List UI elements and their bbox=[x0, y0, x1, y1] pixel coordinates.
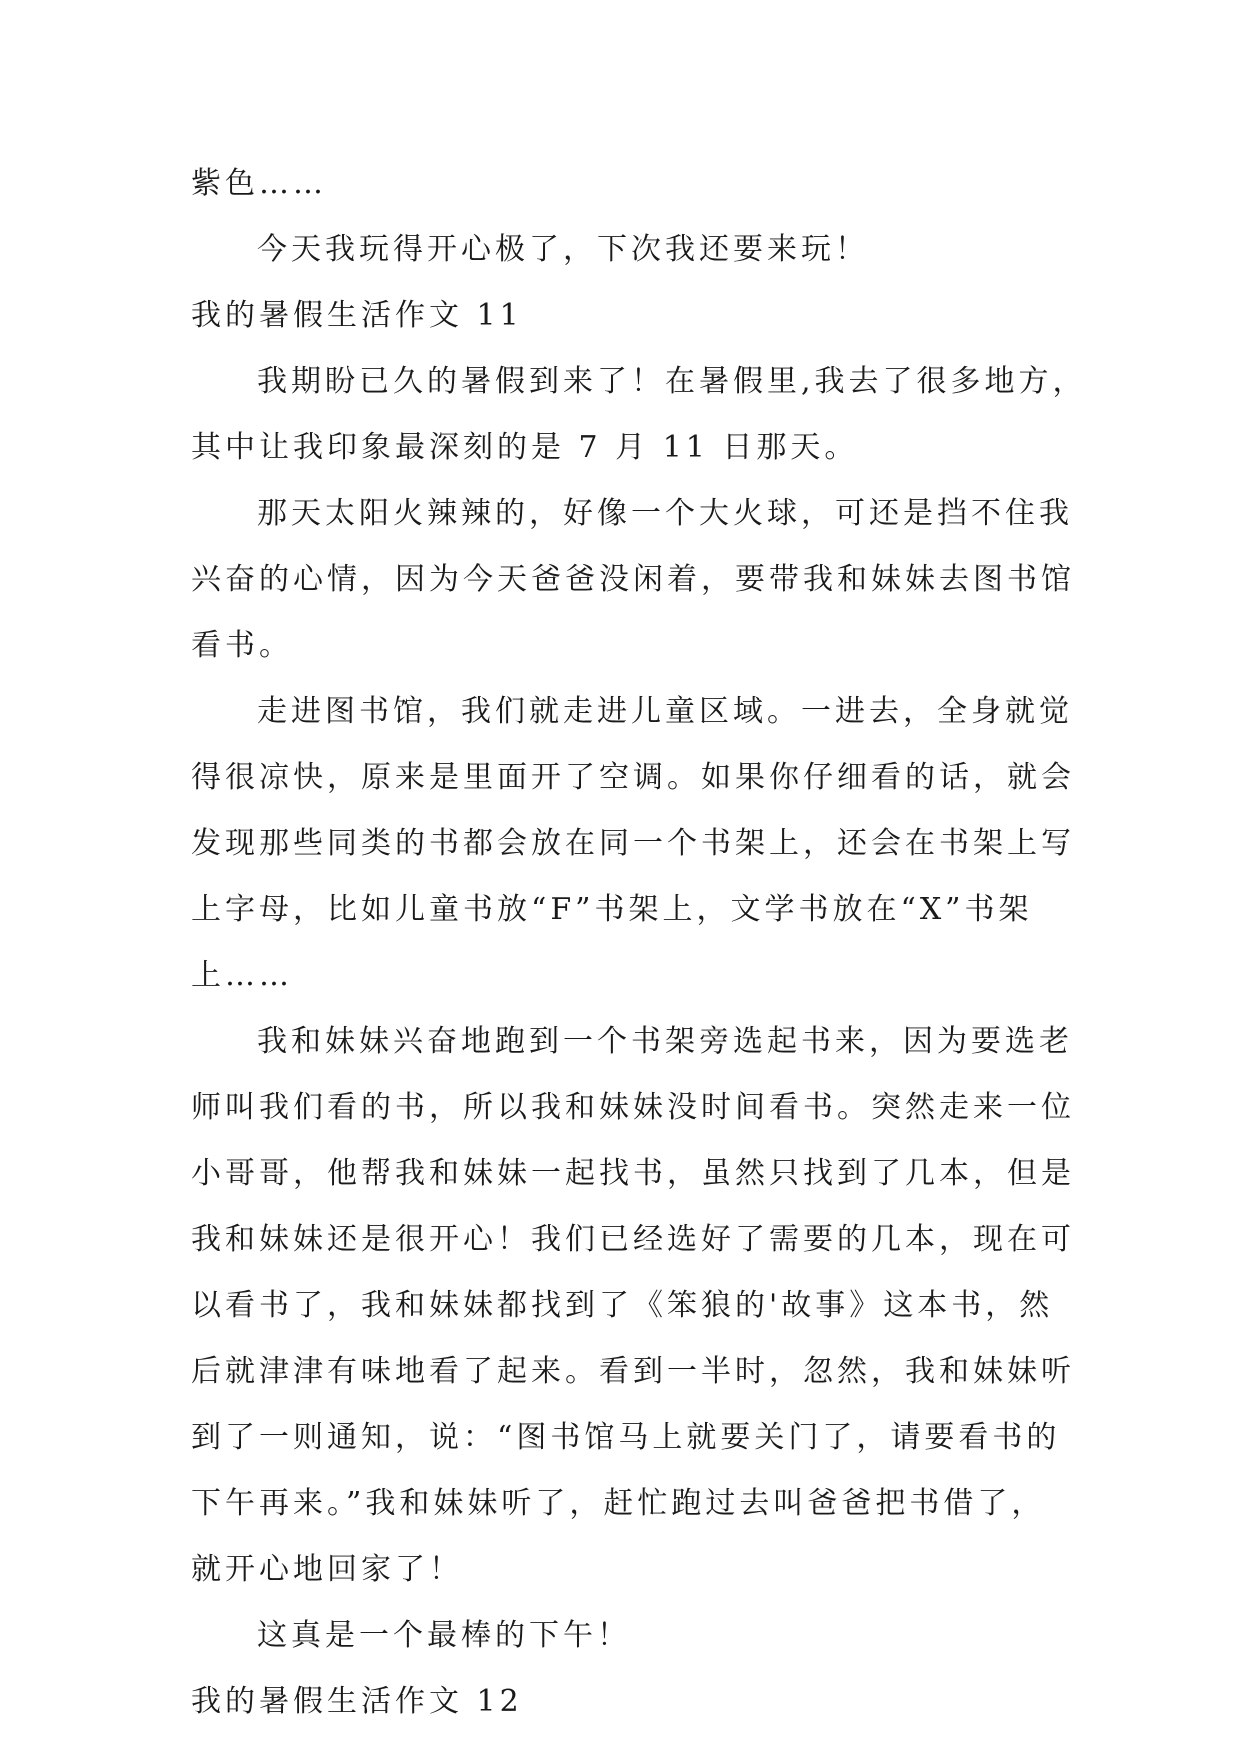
paragraph-line: 这真是一个最棒的下午！ bbox=[257, 1618, 631, 1653]
text-line: 上…… bbox=[191, 958, 293, 993]
text-line: 兴奋的心情，因为今天爸爸没闲着，要带我和妹妹去图书馆 bbox=[191, 562, 1075, 597]
text-line: 其中让我印象最深刻的是 7 月 11 日那天。 bbox=[191, 430, 859, 465]
text-line: 到了一则通知，说：“图书馆马上就要关门了，请要看书的 bbox=[191, 1420, 1061, 1455]
text-line: 看书。 bbox=[191, 628, 293, 663]
text-line: 就开心地回家了！ bbox=[191, 1552, 463, 1587]
text-line: 小哥哥，他帮我和妹妹一起找书，虽然只找到了几本，但是 bbox=[191, 1156, 1075, 1191]
document-body bbox=[191, 151, 1087, 1735]
section-heading: 我的暑假生活作文 12 bbox=[191, 1684, 523, 1719]
paragraph-line: 今天我玩得开心极了，下次我还要来玩！ bbox=[257, 232, 869, 267]
text-line: 得很凉快，原来是里面开了空调。如果你仔细看的话，就会 bbox=[191, 760, 1075, 795]
text-line: 下午再来。”我和妹妹听了，赶忙跑过去叫爸爸把书借了， bbox=[191, 1486, 1046, 1521]
text-line: 师叫我们看的书，所以我和妹妹没时间看书。突然走来一位 bbox=[191, 1090, 1075, 1125]
text-line: 后就津津有味地看了起来。看到一半时，忽然，我和妹妹听 bbox=[191, 1354, 1075, 1389]
text-line: 我和妹妹还是很开心！我们已经选好了需要的几本，现在可 bbox=[191, 1222, 1075, 1257]
text-line: 以看书了，我和妹妹都找到了《笨狼的'故事》这本书，然 bbox=[191, 1288, 1054, 1323]
paragraph-line: 我期盼已久的暑假到来了！在暑假里,我去了很多地方， bbox=[257, 364, 1087, 399]
text-line: 上字母，比如儿童书放“F”书架上，文学书放在“X”书架 bbox=[191, 892, 1033, 927]
paragraph-line: 我和妹妹兴奋地跑到一个书架旁选起书来，因为要选老 bbox=[257, 1024, 1073, 1059]
paragraph-line: 那天太阳火辣辣的，好像一个大火球，可还是挡不住我 bbox=[257, 496, 1073, 531]
section-heading: 我的暑假生活作文 11 bbox=[191, 298, 523, 333]
text-line: 发现那些同类的书都会放在同一个书架上，还会在书架上写 bbox=[191, 826, 1075, 861]
paragraph-line: 走进图书馆，我们就走进儿童区域。一进去，全身就觉 bbox=[257, 694, 1073, 729]
text-line: 紫色…… bbox=[191, 166, 327, 201]
